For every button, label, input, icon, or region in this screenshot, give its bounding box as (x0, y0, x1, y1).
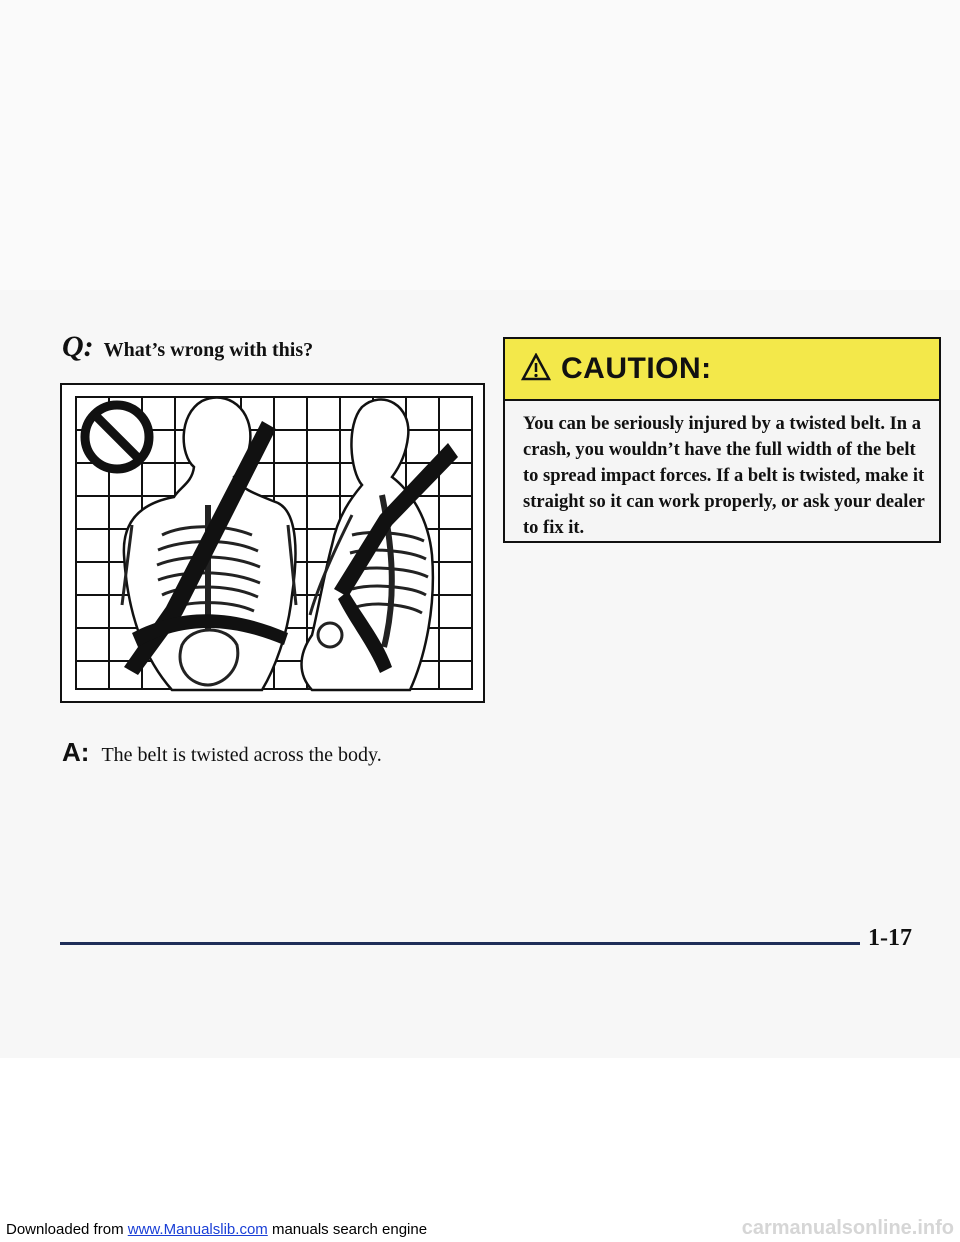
warning-triangle-icon (521, 353, 551, 386)
prohibition-icon (85, 405, 149, 469)
footer-prefix: Downloaded from (6, 1221, 124, 1238)
watermark: carmanualsonline.info (741, 1217, 954, 1239)
twisted-belt-illustration (60, 383, 485, 703)
caution-box (503, 337, 941, 543)
answer (62, 737, 382, 768)
page-footer-rule (60, 942, 860, 945)
page-top-margin (0, 0, 960, 290)
answer-text: The belt is twisted across the body. (101, 744, 382, 766)
page-number: 1-17 (868, 925, 912, 951)
footer-suffix: manuals search engine (271, 1221, 428, 1238)
caution-text: You can be seriously injured by a twisted belt. In a crash, you wouldn’t have the full width of the belt to spread impact forces. If a belt is twisted, make it straight so it can work properly, or ask your dealer to fix it. (523, 414, 925, 538)
download-footer (6, 1221, 427, 1238)
answer-marker: A: (62, 737, 90, 767)
caution-title: CAUTION: (561, 352, 712, 385)
question-marker: Q: (62, 330, 94, 363)
caution-header (505, 339, 939, 401)
page-bottom-margin (0, 1058, 960, 1242)
question-text: What’s wrong with this? (103, 339, 314, 361)
manualslib-link[interactable]: www.Manualslib.com (127, 1221, 268, 1238)
question (62, 330, 313, 364)
